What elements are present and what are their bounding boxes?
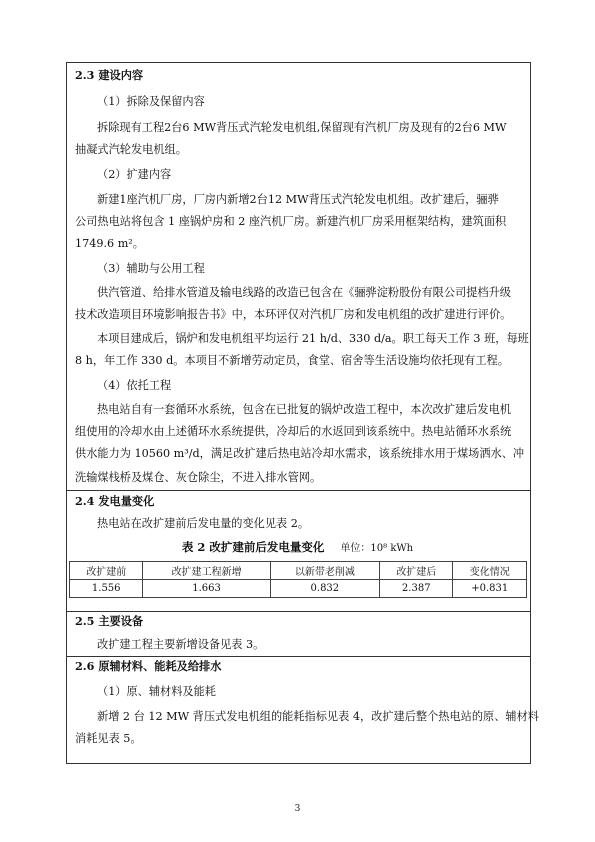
paragraph-line: 供水能力为 10560 m³/d，满足改扩建后热电站冷却水需求，该系统排水用于煤场洒水、冲 [75, 447, 525, 460]
table-header-cell: 改扩建后 [380, 562, 453, 580]
table-header-cell: 以新带老削减 [270, 562, 379, 580]
paragraph-line: 新建1座汽机厂房，厂房内新增2台12 MW背压式汽轮发电机组。改扩建后，骊骅 [97, 193, 499, 206]
paragraph-line: 8 h，年工作 330 d。本项目不新增劳动定员，食堂、宿舍等生活设施均依托现有工程。 [75, 354, 509, 367]
page-number: 3 [294, 804, 301, 814]
table-cell: 1.556 [70, 580, 143, 598]
section-heading-2-3: 2.3 建设内容 [75, 68, 144, 82]
paragraph-line: 洗输煤栈桥及煤仓、灰仓除尘，不进入排水管网。 [75, 471, 322, 484]
paragraph-line: 热电站在改扩建前后发电量的变化见表 2。 [97, 517, 310, 530]
subheading-materials: （1）原、辅材料及能耗 [97, 685, 216, 698]
table-cell: +0.831 [453, 580, 527, 598]
paragraph-line: 1749.6 m²。 [75, 237, 144, 250]
table-unit: 单位：10⁸ kWh [340, 543, 414, 554]
subheading-auxiliary: （3）辅助与公用工程 [97, 262, 205, 275]
table-cell: 0.832 [270, 580, 379, 598]
table-header-row [70, 562, 527, 580]
subheading-expansion: （2）扩建内容 [97, 168, 172, 181]
section-divider [66, 490, 530, 491]
table-caption [0, 539, 595, 555]
subheading-dependency: （4）依托工程 [97, 379, 172, 392]
paragraph-line: 改扩建工程主要新增设备见表 3。 [97, 638, 265, 651]
section-heading-2-4: 2.4 发电量变化 [75, 494, 155, 508]
power-generation-table [69, 561, 527, 598]
paragraph-line: 组使用的冷却水由上述循环水系统提供，冷却后的水返回到该系统中。热电站循环水系统 [75, 425, 512, 438]
paragraph-line: 拆除现有工程2台6 MW背压式汽轮发电机组,保留现有汽机厂房及现有的2台6 MW [97, 121, 507, 134]
table-header-cell: 改扩建前 [70, 562, 143, 580]
paragraph-line: 抽凝式汽轮发电机组。 [75, 143, 187, 156]
paragraph-line: 供汽管道、给排水管道及输电线路的改造已包含在《骊骅淀粉股份有限公司提档升级 [97, 286, 511, 299]
table-cell: 1.663 [143, 580, 270, 598]
paragraph-line: 技术改造项目环境影响报告书》中，本环评仅对汽机厂房和发电机组的改扩建进行评价。 [75, 308, 512, 321]
paragraph-line: 热电站自有一套循环水系统，包含在已批复的锅炉改造工程中，本次改扩建后发电机 [97, 403, 511, 416]
section-divider [66, 611, 530, 612]
paragraph-line: 新增 2 台 12 MW 背压式发电机组的能耗指标见表 4，改扩建后整个热电站的原、辅材料 [97, 710, 539, 723]
table-header-cell: 变化情况 [453, 562, 527, 580]
table-header-cell: 改扩建工程新增 [143, 562, 270, 580]
section-heading-2-5: 2.5 主要设备 [75, 614, 144, 628]
section-divider [66, 656, 530, 657]
table-cell: 2.387 [380, 580, 453, 598]
table-row [70, 580, 527, 598]
subheading-demolish: （1）拆除及保留内容 [97, 95, 205, 108]
section-heading-2-6: 2.6 原辅材料、能耗及给排水 [75, 659, 222, 673]
table-title: 表 2 改扩建前后发电量变化 [181, 540, 325, 554]
paragraph-line: 公司热电站将包含 1 座锅炉房和 2 座汽机厂房。新建汽机厂房采用框架结构，建筑面积 [75, 215, 507, 228]
paragraph-line: 本项目建成后，锅炉和发电机组平均运行 21 h/d、330 d/a。职工每天工作 3 班，每班 [97, 332, 529, 345]
paragraph-line: 消耗见表 5。 [75, 732, 142, 745]
